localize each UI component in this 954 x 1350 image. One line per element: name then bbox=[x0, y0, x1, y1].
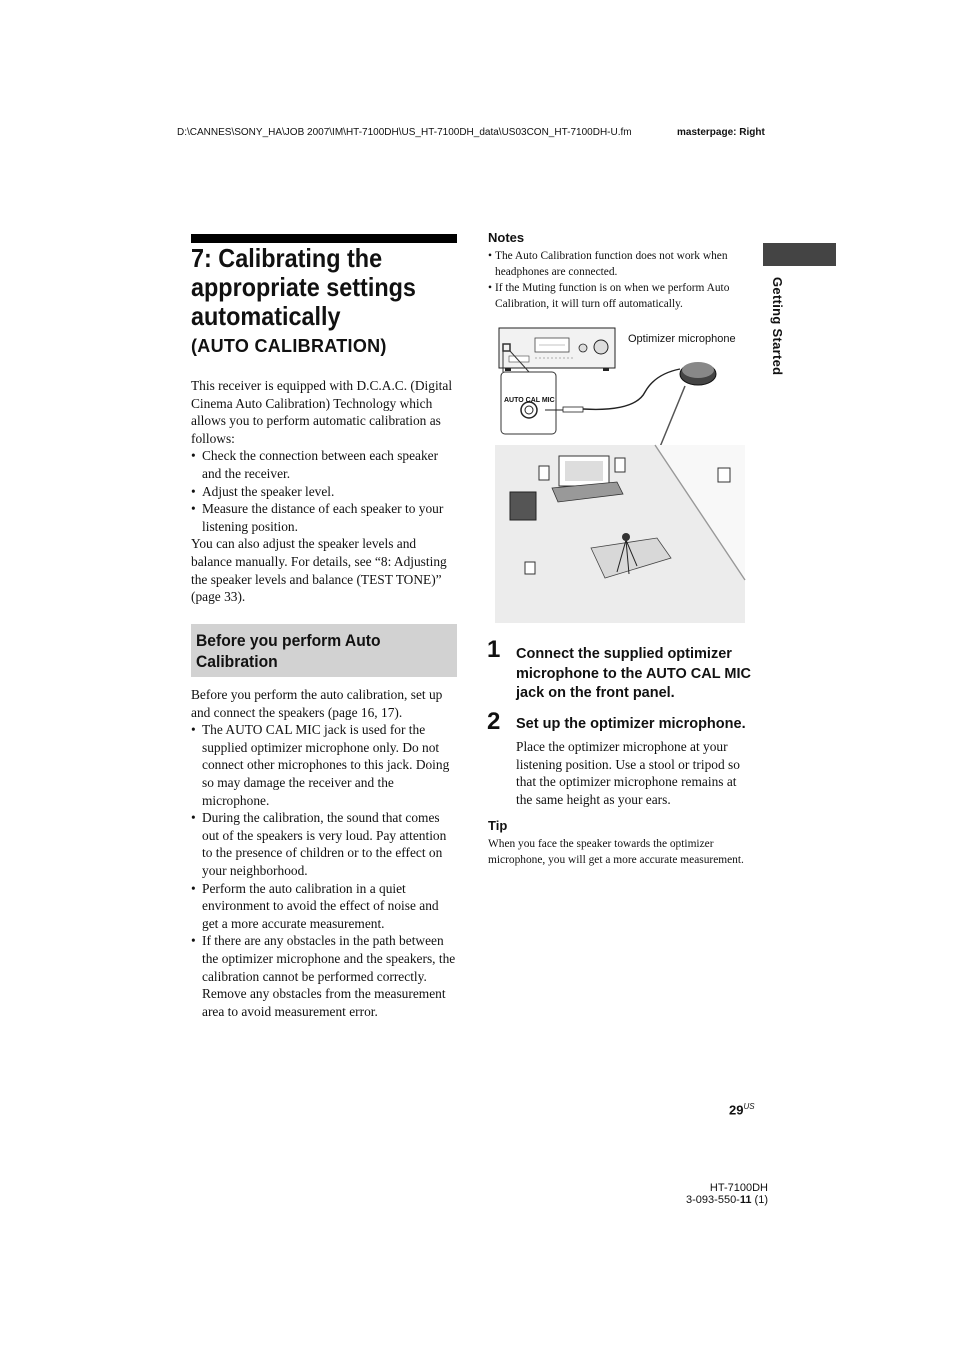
notes-block bbox=[488, 248, 754, 312]
file-path: D:\CANNES\SONY_HA\JOB 2007\IM\HT-7100DH\US_HT-7100DH_data\US03CON_HT-7100DH-U.fm bbox=[177, 127, 632, 138]
list-item: • Measure the distance of each speaker to your listening position. bbox=[191, 500, 457, 535]
list-item: • The AUTO CAL MIC jack is used for the supplied optimizer microphone only. Do not connect other microphones to this jack. Doing so may damage the receiver and the microphone. bbox=[191, 721, 457, 809]
intro-bullets bbox=[191, 447, 457, 535]
mic-label: Optimizer microphone bbox=[628, 333, 736, 345]
step-1-title: Connect the supplied optimizer microphone to the AUTO CAL MIC jack on the front panel. bbox=[516, 646, 751, 701]
list-item: • If there are any obstacles in the path between the optimizer microphone and the speakers, the calibration cannot be performed correctly. Remove any obstacles from the measurement area to avoid measurement error. bbox=[191, 932, 457, 1020]
list-item: • Adjust the speaker level. bbox=[191, 483, 457, 501]
subsection-heading-box bbox=[191, 624, 457, 677]
step-2-number: 2 bbox=[487, 708, 501, 735]
model-name: HT-7100DH bbox=[709, 1182, 768, 1194]
list-item: • If the Muting function is on when we perform Auto Calibration, it will turn off automatically. bbox=[488, 280, 754, 312]
page-number: $29^{US}$ bbox=[729, 1102, 755, 1118]
jack-label: AUTO CAL MIC bbox=[504, 397, 555, 404]
tip-text: When you face the speaker towards the optimizer microphone, you will get a more accurate measurement. bbox=[488, 838, 744, 866]
receiver-icon bbox=[499, 328, 615, 371]
room-illustration bbox=[495, 445, 745, 623]
intro-after: You can also adjust the speaker levels and balance manually. For details, see “8: Adjusting the speaker levels and balance (TEST TONE)” (page 33). bbox=[191, 536, 447, 605]
list-item: • Perform the auto calibration in a quiet environment to avoid the effect of noise and get a more accurate measurement. bbox=[191, 880, 457, 933]
subsection-heading: Before you perform Auto Calibration bbox=[196, 631, 381, 671]
side-tab-bar bbox=[763, 243, 836, 266]
intro-text: This receiver is equipped with D.C.A.C. (Digital Cinema Auto Calibration) Technology which allows you to perform automatic calibration as follows: bbox=[191, 378, 453, 446]
intro-block bbox=[191, 377, 457, 606]
before-block bbox=[191, 686, 457, 1020]
step-2-body: Place the optimizer microphone at your listening position. Use a stool or tripod so that the optimizer microphone remains at the same height as your ears. bbox=[516, 739, 740, 807]
notes-list bbox=[488, 248, 754, 312]
step-2-title: Set up the optimizer microphone. bbox=[516, 716, 746, 732]
section-title: 7: Calibrating the appropriate settings automatically bbox=[191, 243, 416, 331]
model-info bbox=[682, 1182, 768, 1206]
step-1-number: 1 bbox=[487, 636, 501, 663]
tip-heading: Tip bbox=[488, 818, 508, 833]
masterpage-label: masterpage: Right bbox=[677, 127, 765, 138]
list-item: • The Auto Calibration function does not work when headphones are connected. bbox=[488, 248, 754, 280]
list-item: • Check the connection between each speaker and the receiver. bbox=[191, 447, 457, 482]
list-item: • During the calibration, the sound that comes out of the speakers is very loud. Pay attention to the presence of children or to the effect on your neighborhood. bbox=[191, 809, 457, 879]
title-rule bbox=[191, 234, 457, 243]
before-text: Before you perform the auto calibration, set up and connect the speakers (page 16, 17). bbox=[191, 687, 443, 720]
side-tab-label: Getting Started bbox=[770, 277, 785, 376]
optimizer-microphone-icon bbox=[680, 362, 716, 385]
notes-heading: Notes bbox=[488, 230, 525, 245]
before-bullets bbox=[191, 721, 457, 1020]
calibration-illustration bbox=[495, 322, 755, 632]
section-subtitle: (AUTO CALIBRATION) bbox=[191, 336, 387, 356]
model-code: 3-093-550-11 (1) bbox=[686, 1194, 768, 1206]
